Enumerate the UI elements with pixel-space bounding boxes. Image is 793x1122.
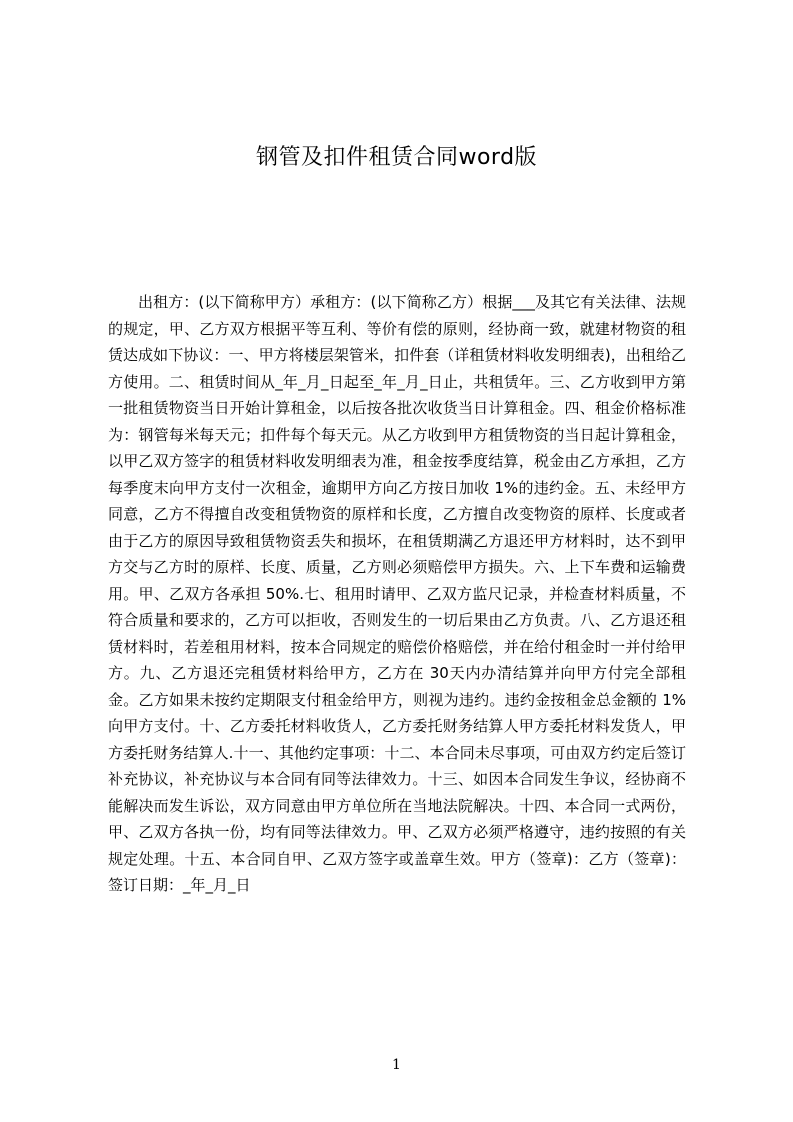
contract-body-text: 出租方：(以下简称甲方）承租方：(以下简称乙方）根据___及其它有关法律、法规的规定，甲、乙方双方根据平等互利、等价有偿的原则，经协商一致，就建材物资的租赁达成如下协议：一、甲方将楼层架管米，扣件套（详租赁材料收发明细表)，出租给乙方使用。二、租赁时间从_年_月_日起至_年_月_日止，共租赁年。三、乙方收到甲方第一批租赁物资当日开始计算租金，以后按各批次收货当日计算租金。四、租金价格标准为：钢管每米每天元；扣件每个每天元。从乙方收到甲方租赁物资的当日起计算租金，以甲乙双方签字的租赁材料收发明细表为准，租金按季度结算，税金由乙方承担，乙方每季度末向甲方支付一次租金，逾期甲方向乙方按日加收 1%的违约金。五、未经甲方同意，乙方不得擅自改变租赁物资的原样和长度，乙方擅自改变物资的原样、长度或者由于乙方的原因导致租赁物资丢失和损坏，在租赁期满乙方退还甲方材料时，达不到甲方交与乙方时的原样、长度、质量，乙方则必须赔偿甲方损失。六、上下车费和运输费用。甲、乙双方各承担 50%.七、租用时请甲、乙双方监尺记录，并检查材料质量，不符合质量和要求的，乙方可以拒收，否则发生的一切后果由乙方负责。八、乙方退还租赁材料时，若差租用材料，按本合同规定的赔偿价格赔偿，并在给付租金时一并付给甲方。九、乙方退还完租赁材料给甲方，乙方在 30天内办清结算并向甲方付完全部租金。乙方如果未按约定期限支付租金给甲方，则视为违约。违约金按租金总金额的 1%向甲方支付。十、乙方委托材料收货人，乙方委托财务结算人甲方委托材料发货人，甲方委托财务结算人.十一、其他约定事项：十二、本合同未尽事项，可由双方约定后签订补充协议，补充协议与本合同有同等法律效力。十三、如因本合同发生争议，经协商不能解决而发生诉讼，双方同意由甲方单位所在当地法院解决。十四、本合同一式两份，甲、乙双方各执一份，均有同等法律效力。甲、乙双方必须严格遵守，违约按照的有关规定处理。十五、本合同自甲、乙双方签字或盖章生效。甲方（签章)：乙方（签章)：签订日期：_年_月_日: [108, 293, 686, 894]
page-number: 1: [392, 1057, 401, 1073]
document-title: 钢管及扣件租赁合同word版: [255, 145, 538, 170]
